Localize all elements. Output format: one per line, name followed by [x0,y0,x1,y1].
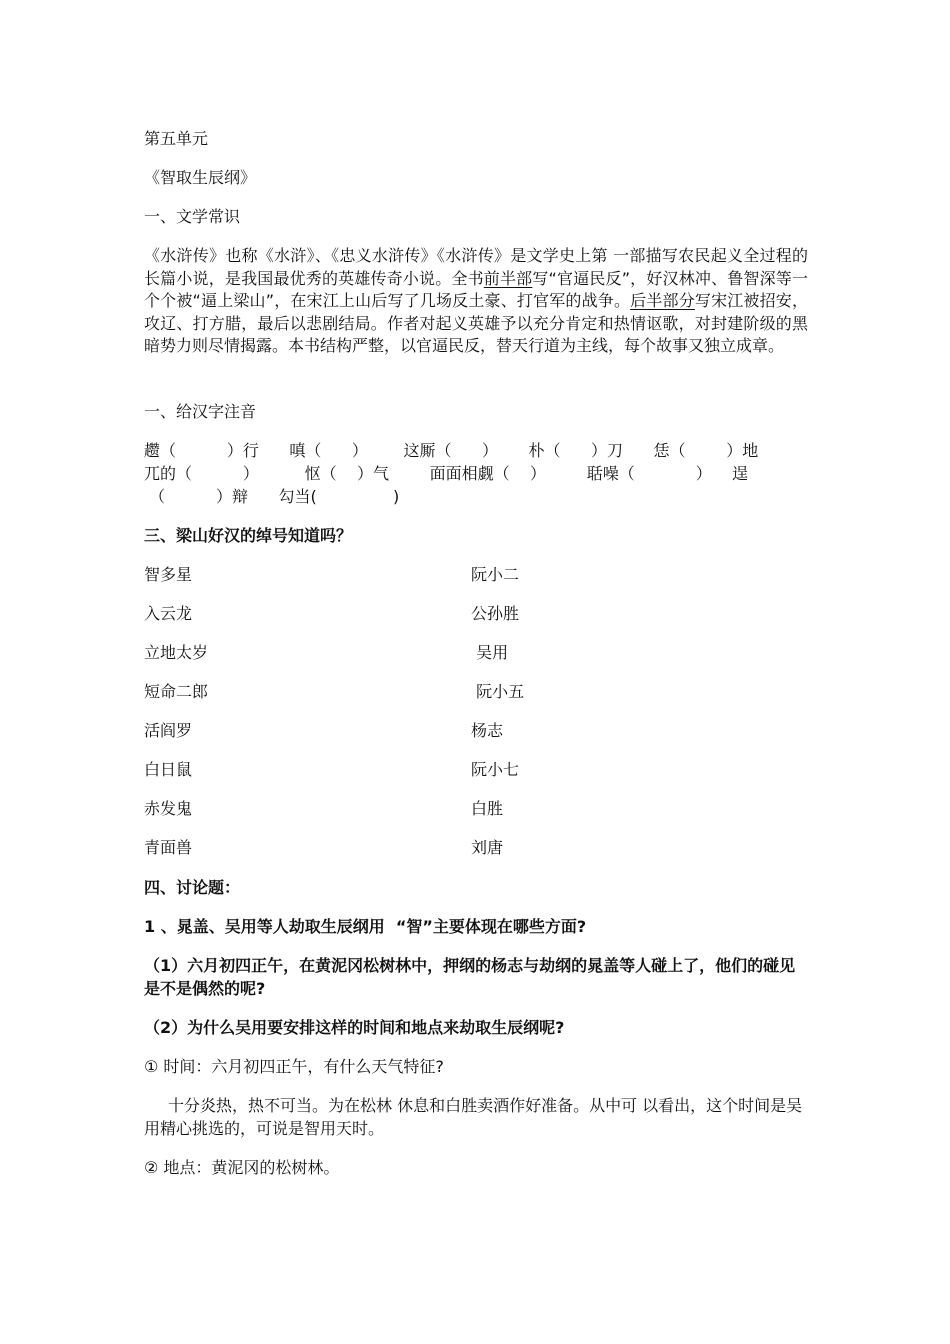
literature-text-part1: 《水浒传》也称《水浒》、《忠义水浒传》《水浒传》是文学史上第 一部描写农民起义全过程的长篇小说，是我国最优秀的英雄传奇小说。全书 [144,246,808,288]
literature-text-part3: 写宋江被招安，攻辽、打方腊，最后以悲剧结局。作者对起义英雄予以充分肯定和热情讴歌，对封建阶级的黑暗势力则尽情揭露。本书结构严整，以官逼民反，替天行道为主线，每个故事又独立成章。 [144,291,808,355]
question-1-part-1: （1）六月初四正午，在黄泥冈松树林中，押纲的杨志与劫纲的晁盖等人碰上了，他们的碰见是不是偶然的呢? [144,956,796,998]
nickname-item: 赤发鬼 [144,799,193,818]
pinyin-row: （ ）辩 勾当( ) [144,487,400,506]
section-heading-pinyin: 一、给汉字注音 [144,402,257,421]
time-answer: 十分炎热，热不可当。为在松林 休息和白胜卖酒作好准备。从中可 以看出，这个时间是吴用精心挑选的，可说是智用天时。 [144,1096,803,1138]
nickname-item: 智多星 [144,565,193,584]
unit-title: 第五单元 [144,129,209,148]
nickname-item: 立地太岁 [144,643,209,662]
pinyin-row: 趱（ ）行 嗔（ ） 这厮（ ） 朴（ ）刀 恁（ ）地 [144,441,759,460]
underlined-back-half: 后半部分 [630,291,695,310]
underlined-front-half: 前半部 [483,268,533,288]
nickname-item: 短命二郎 [144,682,209,701]
lesson-title: 《智取生辰纲》 [144,168,257,187]
hero-name-item: 阮小七 [471,760,520,779]
literature-paragraph [144,245,808,358]
hero-name-item: 刘唐 [471,838,504,857]
question-1-part-2: （2）为什么吴用要安排这样的时间和地点来劫取生辰纲呢? [144,1018,565,1037]
pinyin-row: 兀的（ ） 怄（ ）气 面面相觑（ ） 聒噪（ ） 逞 [144,464,749,483]
hero-name-item: 杨志 [471,721,504,740]
question-1: 1 、晁盖、吴用等人劫取生辰纲用 “智”主要体现在哪些方面? [144,917,587,936]
nickname-item: 白日鼠 [144,760,193,779]
place-label: ② 地点：黄泥冈的松树林。 [144,1158,340,1177]
nickname-item: 入云龙 [144,604,193,623]
hero-name-item: 公孙胜 [471,604,520,623]
hero-name-item: 阮小五 [471,682,525,701]
nickname-item: 活阎罗 [144,721,193,740]
time-label: ① 时间：六月初四正午，有什么天气特征? [144,1057,444,1076]
literature-text-part2: 写“官逼民反”，好汉林冲、鲁智深等一个个被“逼上梁山”，在宋江上山后写了几场反土豪、打官军的战争。 [144,268,808,310]
hero-name-item: 吴用 [471,643,509,662]
hero-name-item: 阮小二 [471,565,520,584]
section-heading-literature: 一、文学常识 [144,207,241,226]
hero-name-item: 白胜 [471,799,504,818]
nickname-item: 青面兽 [144,838,193,857]
section-heading-discussion: 四、讨论题： [144,878,241,897]
section-heading-nicknames: 三、梁山好汉的绰号知道吗？ [144,526,353,545]
